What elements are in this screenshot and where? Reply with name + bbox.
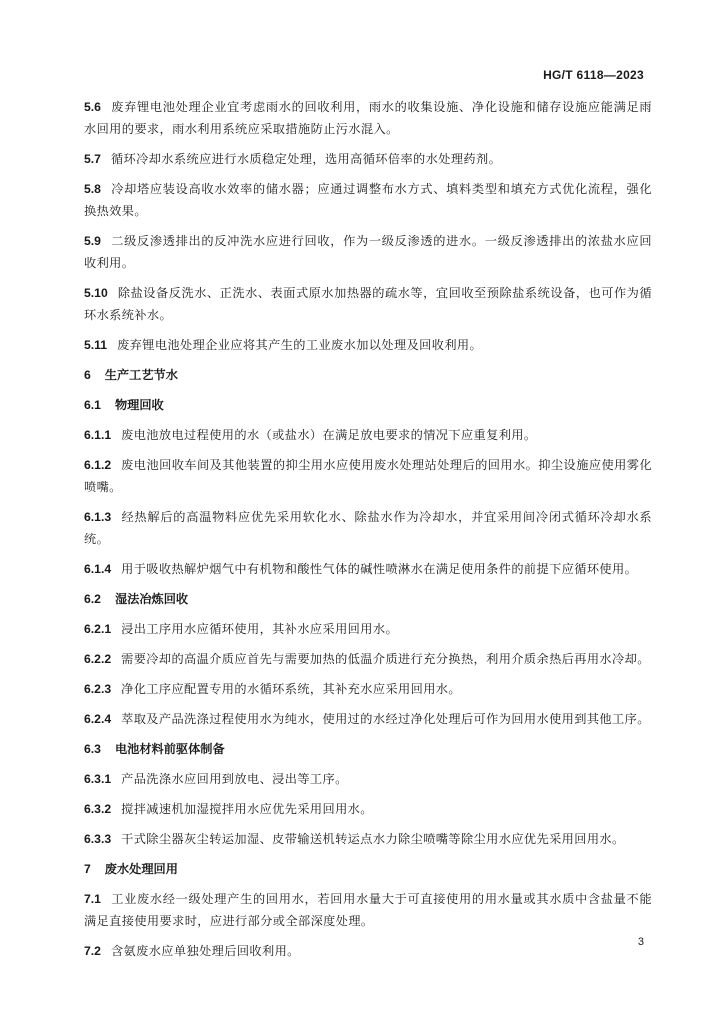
clause-number: 6.3.1 (84, 772, 112, 786)
clause-number: 5.6 (84, 100, 101, 114)
standard-code: HG/T 6118—2023 (543, 68, 644, 82)
clause-number: 6.1.4 (84, 562, 112, 576)
clause-text: 除盐设备反洗水、正洗水、表面式原水加热器的疏水等，宜回收至预除盐系统设备，也可作为循环水系统补水。 (84, 286, 652, 322)
clause-number: 6 (84, 368, 91, 382)
clause-number: 6.2.3 (84, 682, 112, 696)
section-heading (84, 394, 652, 416)
clause-number: 6.1 (84, 398, 101, 412)
clause-number: 6.1.3 (84, 510, 112, 524)
section-heading (84, 364, 652, 386)
clause-number: 6.1.2 (84, 458, 112, 472)
section-heading (84, 738, 652, 760)
clause-number: 6.2.2 (84, 652, 112, 666)
clause-paragraph (84, 708, 652, 730)
heading-text: 电池材料前驱体制备 (114, 742, 225, 756)
clause-text: 用于吸收热解炉烟气中有机物和酸性气体的碱性喷淋水在满足使用条件的前提下应循环使用。 (121, 562, 638, 576)
clause-number: 6.3.2 (84, 802, 112, 816)
clause-text: 浸出工序用水应循环使用，其补水应采用回用水。 (121, 622, 399, 636)
clause-paragraph (84, 424, 652, 446)
clause-paragraph (84, 768, 652, 790)
clause-text: 二级反渗透排出的反冲洗水应进行回收，作为一级反渗透的进水。一级反渗透排出的浓盐水应回收利用。 (84, 234, 652, 270)
heading-text: 生产工艺节水 (104, 368, 178, 382)
clause-number: 5.10 (84, 286, 108, 300)
clause-number: 7.1 (84, 892, 101, 906)
clause-paragraph (84, 96, 652, 140)
clause-text: 循环冷却水系统应进行水质稳定处理，选用高循环倍率的水处理药剂。 (110, 152, 502, 166)
clause-number: 6.3.3 (84, 832, 112, 846)
clause-paragraph (84, 454, 652, 498)
clause-paragraph (84, 940, 652, 962)
clause-text: 净化工序应配置专用的水循环系统，其补充水应采用回用水。 (121, 682, 461, 696)
clause-paragraph (84, 334, 652, 356)
clause-number: 5.8 (84, 182, 101, 196)
clause-paragraph (84, 618, 652, 640)
clause-number: 6.2.1 (84, 622, 112, 636)
clause-paragraph (84, 558, 652, 580)
clause-text: 需要冷却的高温介质应首先与需要加热的低温介质进行充分换热，利用介质余热后再用水冷却。 (121, 652, 650, 666)
clause-text: 萃取及产品洗涤过程使用水为纯水，使用过的水经过净化处理后可作为回用水使用到其他工序。 (121, 712, 650, 726)
clause-paragraph (84, 178, 652, 222)
clause-number: 5.11 (84, 338, 108, 352)
clause-number: 6.3 (84, 742, 101, 756)
clause-number: 7 (84, 862, 91, 876)
clause-text: 废弃锂电池处理企业宜考虑雨水的回收利用，雨水的收集设施、净化设施和储存设施应能满足雨水回用的要求，雨水利用系统应采取措施防止污水混入。 (84, 100, 652, 136)
clause-paragraph (84, 888, 652, 932)
clause-text: 废弃锂电池处理企业应将其产生的工业废水加以处理及回收利用。 (117, 338, 483, 352)
clause-paragraph (84, 828, 652, 850)
clause-number: 5.9 (84, 234, 101, 248)
clause-paragraph (84, 148, 652, 170)
clause-number: 7.2 (84, 944, 101, 958)
clause-text: 废电池放电过程使用的水（或盐水）在满足放电要求的情况下应重复利用。 (121, 428, 537, 442)
clause-number: 6.2 (84, 592, 101, 606)
clause-number: 6.2.4 (84, 712, 112, 726)
section-heading (84, 588, 652, 610)
clause-text: 工业废水经一级处理产生的回用水，若回用水量大于可直接使用的用水量或其水质中含盐量不能满足直接使用要求时，应进行部分或全部深度处理。 (84, 892, 652, 928)
section-heading (84, 858, 652, 880)
document-body (84, 96, 652, 970)
clause-text: 搅拌减速机加湿搅拌用水应优先采用回用水。 (121, 802, 373, 816)
clause-paragraph (84, 230, 652, 274)
clause-paragraph (84, 678, 652, 700)
clause-text: 产品洗涤水应回用到放电、浸出等工序。 (121, 772, 348, 786)
heading-text: 物理回收 (114, 398, 164, 412)
clause-text: 含氨废水应单独处理后回收利用。 (110, 944, 300, 958)
clause-text: 冷却塔应装设高收水效率的储水器；应通过调整布水方式、填料类型和填充方式优化流程，强化换热效果。 (84, 182, 652, 218)
clause-text: 干式除尘器灰尘转运加湿、皮带输送机转运点水力除尘喷嘴等除尘用水应优先采用回用水。 (121, 832, 625, 846)
clause-paragraph (84, 282, 652, 326)
clause-text: 废电池回收车间及其他装置的抑尘用水应使用废水处理站处理后的回用水。抑尘设施应使用雾化喷嘴。 (84, 458, 652, 494)
clause-paragraph (84, 506, 652, 550)
clause-number: 5.7 (84, 152, 101, 166)
clause-paragraph (84, 798, 652, 820)
page-number: 3 (637, 936, 644, 948)
clause-paragraph (84, 648, 652, 670)
clause-text: 经热解后的高温物料应优先采用软化水、除盐水作为冷却水，并宜采用间冷闭式循环冷却水系统。 (84, 510, 652, 546)
heading-text: 废水处理回用 (104, 862, 178, 876)
heading-text: 湿法冶炼回收 (114, 592, 189, 606)
clause-number: 6.1.1 (84, 428, 112, 442)
